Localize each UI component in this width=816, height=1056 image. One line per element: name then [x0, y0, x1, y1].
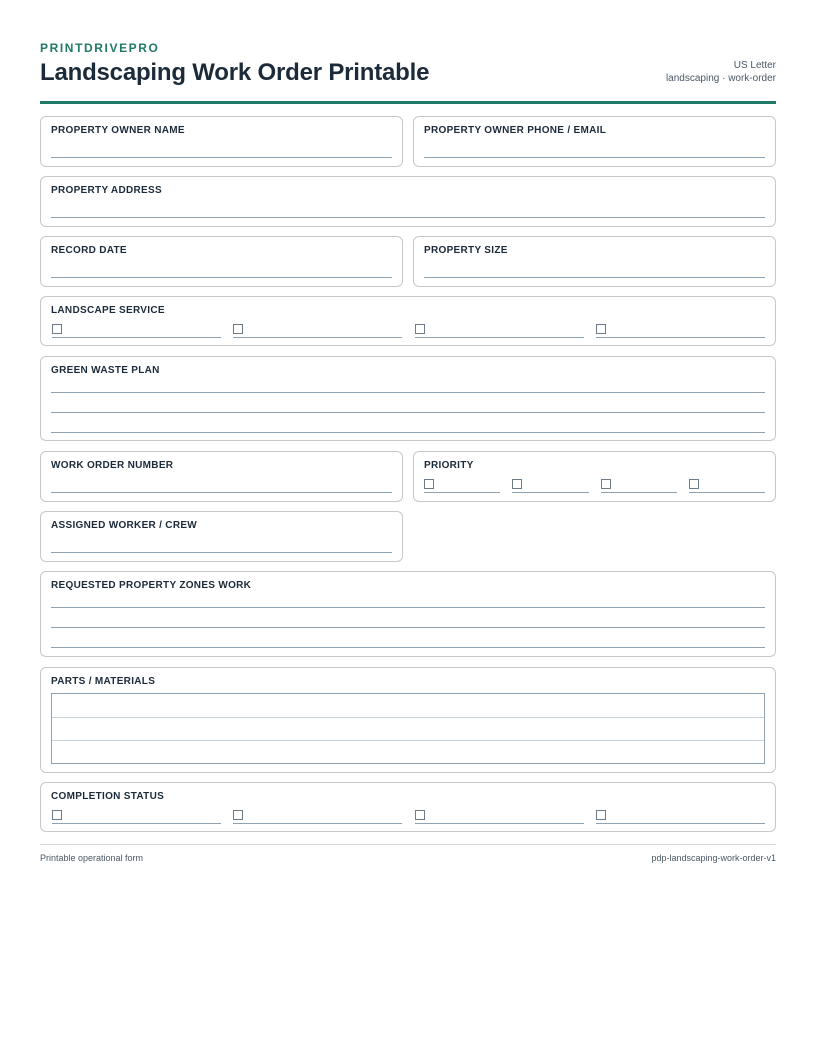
- work-order-number-line[interactable]: [51, 492, 392, 493]
- property-address-line[interactable]: [51, 217, 765, 218]
- property-size-field: [413, 236, 776, 287]
- work-order-number-label: WORK ORDER NUMBER: [51, 460, 174, 471]
- brand-name: PRINTDRIVEPRO: [40, 41, 160, 55]
- assigned-worker-field: [40, 511, 403, 562]
- landscape-service-label: LANDSCAPE SERVICE: [51, 305, 165, 316]
- property-address-label: PROPERTY ADDRESS: [51, 185, 162, 196]
- owner-name-line[interactable]: [51, 157, 392, 158]
- owner-name-field: [40, 116, 403, 167]
- landscape-service-checkbox[interactable]: [52, 324, 62, 334]
- green-waste-plan-field: [40, 356, 776, 441]
- completion-status-option-line[interactable]: [415, 823, 584, 824]
- priority-checkbox[interactable]: [689, 479, 699, 489]
- record-date-field: [40, 236, 403, 287]
- green-waste-plan-line[interactable]: [51, 392, 765, 393]
- parts-materials-label: PARTS / MATERIALS: [51, 676, 156, 687]
- requested-zones-line[interactable]: [51, 647, 765, 648]
- record-date-line[interactable]: [51, 277, 392, 278]
- landscape-service-checkbox[interactable]: [233, 324, 243, 334]
- completion-status-checkbox[interactable]: [596, 810, 606, 820]
- owner-contact-field: [413, 116, 776, 167]
- landscape-service-checkbox[interactable]: [415, 324, 425, 334]
- footer-note: Printable operational form: [40, 853, 144, 863]
- parts-materials-field: [40, 667, 776, 773]
- owner-contact-label: PROPERTY OWNER PHONE / EMAIL: [424, 125, 607, 136]
- owner-contact-line[interactable]: [424, 157, 765, 158]
- completion-status-checkbox[interactable]: [233, 810, 243, 820]
- priority-option-line[interactable]: [424, 492, 500, 493]
- green-waste-plan-line[interactable]: [51, 432, 765, 433]
- parts-materials-table: [51, 693, 765, 764]
- completion-status-label: COMPLETION STATUS: [51, 791, 165, 802]
- footer-form-id: pdp-landscaping-work-order-v1: [651, 853, 776, 863]
- requested-zones-line[interactable]: [51, 627, 765, 628]
- completion-status-option-line[interactable]: [596, 823, 765, 824]
- owner-name-label: PROPERTY OWNER NAME: [51, 125, 185, 136]
- parts-materials-row-divider: [52, 740, 764, 741]
- work-order-number-field: [40, 451, 403, 502]
- requested-zones-field: [40, 571, 776, 657]
- landscape-service-option-line[interactable]: [415, 337, 584, 338]
- property-size-label: PROPERTY SIZE: [424, 245, 508, 256]
- priority-checkbox[interactable]: [601, 479, 611, 489]
- requested-zones-label: REQUESTED PROPERTY ZONES WORK: [51, 580, 252, 591]
- paper-size: US Letter: [733, 60, 776, 71]
- priority-label: PRIORITY: [424, 460, 474, 471]
- priority-field: [413, 451, 776, 502]
- green-waste-plan-label: GREEN WASTE PLAN: [51, 365, 160, 376]
- assigned-worker-label: ASSIGNED WORKER / CREW: [51, 520, 198, 531]
- parts-materials-row-divider: [52, 717, 764, 718]
- property-address-field: [40, 176, 776, 227]
- record-date-label: RECORD DATE: [51, 245, 127, 256]
- landscape-service-field: [40, 296, 776, 346]
- completion-status-option-line[interactable]: [52, 823, 221, 824]
- property-size-line[interactable]: [424, 277, 765, 278]
- priority-option-line[interactable]: [601, 492, 677, 493]
- green-waste-plan-line[interactable]: [51, 412, 765, 413]
- completion-status-checkbox[interactable]: [415, 810, 425, 820]
- completion-status-field: [40, 782, 776, 832]
- requested-zones-line[interactable]: [51, 607, 765, 608]
- landscape-service-option-line[interactable]: [233, 337, 402, 338]
- form-tags: landscaping · work-order: [665, 73, 776, 84]
- landscape-service-option-line[interactable]: [52, 337, 221, 338]
- priority-option-line[interactable]: [689, 492, 765, 493]
- completion-status-option-line[interactable]: [233, 823, 402, 824]
- priority-checkbox[interactable]: [512, 479, 522, 489]
- completion-status-checkbox[interactable]: [52, 810, 62, 820]
- page-title: Landscaping Work Order Printable: [40, 59, 430, 86]
- header-meta: [666, 59, 776, 85]
- form-page: [40, 40, 776, 863]
- form-header: [40, 40, 776, 104]
- form-footer: [40, 844, 776, 863]
- landscape-service-option-line[interactable]: [596, 337, 765, 338]
- assigned-worker-line[interactable]: [51, 552, 392, 553]
- priority-checkbox[interactable]: [424, 479, 434, 489]
- priority-option-line[interactable]: [512, 492, 589, 493]
- landscape-service-checkbox[interactable]: [596, 324, 606, 334]
